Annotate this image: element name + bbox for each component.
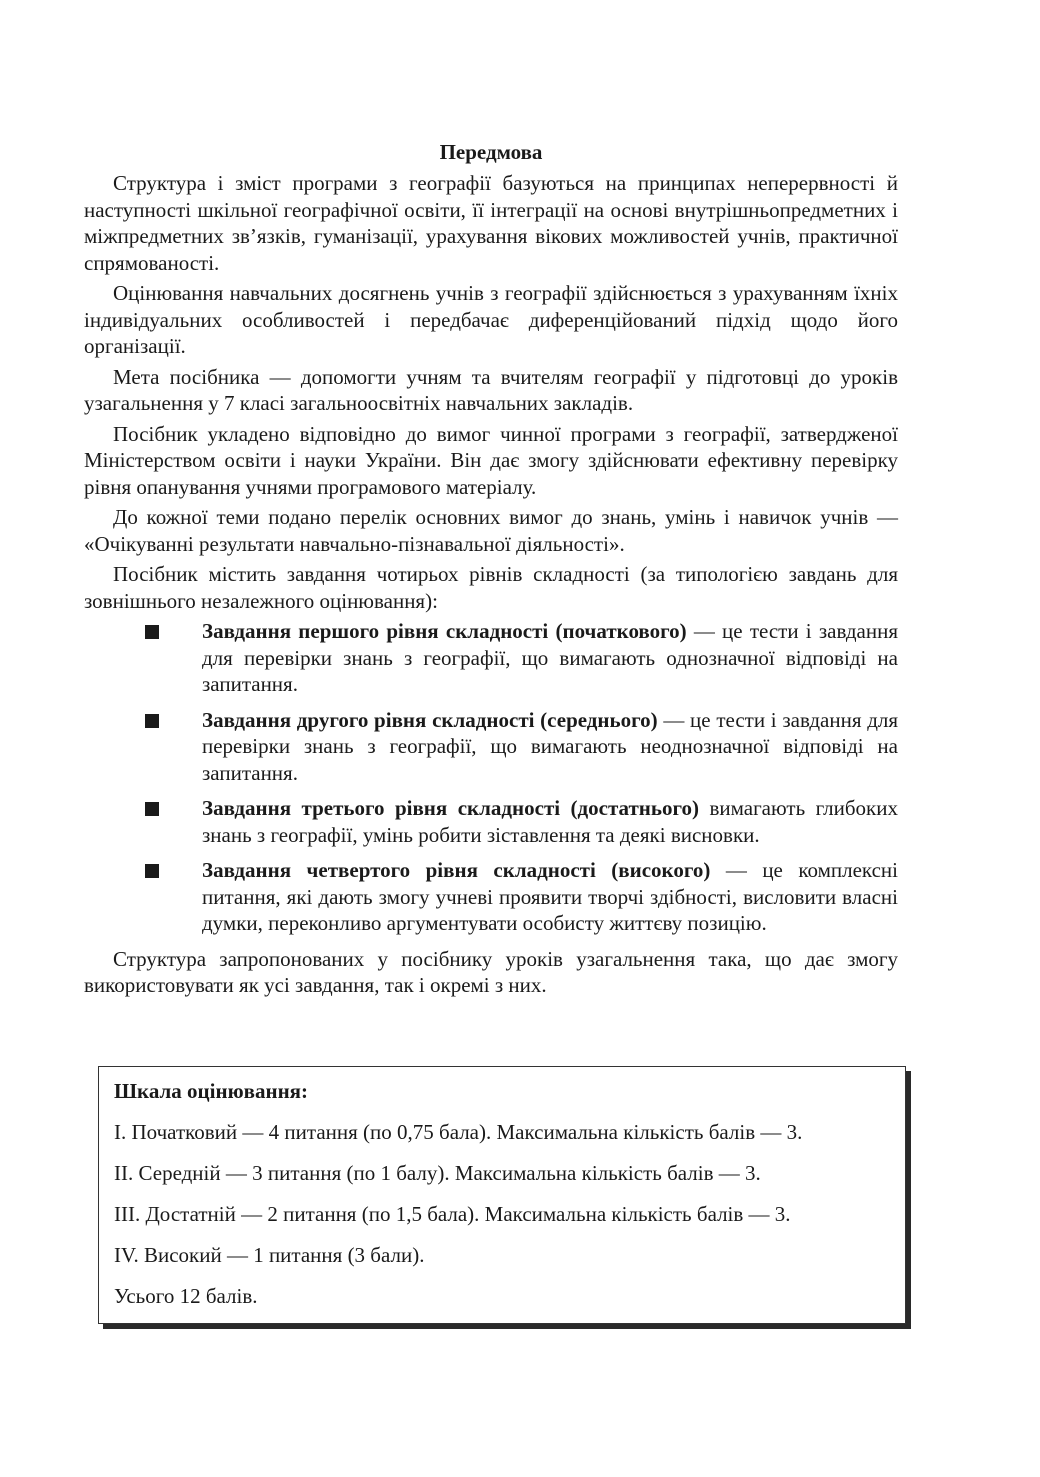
list-item-level-3 (84, 795, 898, 848)
paragraph-assessment: Оцінювання навчальних досягнень учнів з географії здійснюється з урахуванням їхніх індивідуальних особливостей і передбачає диференційований підхід щодо його організації. (84, 281, 898, 358)
level-2-text: — це тести і завдання для перевірки знань з географії, що вимагають неоднозначної відповіді на запитання. (202, 707, 899, 785)
level-3-heading: Завдання третього рівня складності (достатнього) (202, 796, 700, 820)
page-title: Передмова (439, 140, 543, 164)
paragraph-requirements: До кожної теми подано перелік основних вимог до знань, умінь і навичок учнів — «Очікуванні результати навчально-пізнавальної діяльності». (84, 505, 898, 556)
level-3-text: вимагають глибоких знань з географії, умінь робити зіставлення та деякі висновки. (202, 796, 898, 847)
grading-scale-title: Шкала оцінювання: (114, 1079, 309, 1103)
square-bullet-icon (145, 864, 159, 878)
list-item-level-2 (84, 707, 898, 787)
paragraph-program: Посібник укладено відповідно до вимог чинної програми з географії, затвердженої Міністерством освіти і науки України. Він дає змогу здійснювати ефективну перевірку рівня опанування учнями програмового матеріалу. (84, 421, 898, 499)
level-4-heading: Завдання четвертого рівня складності (високого) (202, 858, 711, 882)
paragraph-structure: Структура і зміст програми з географії базуються на принципах неперервності й наступності шкільної географічної освіти, її інтеграції на основі внутрішньопредметних і міжпредметних зв’язків, гуманізації, урахування вікових можливостей учнів, практичної спрямованості. (84, 171, 898, 275)
square-bullet-icon (145, 625, 159, 639)
square-bullet-icon (145, 802, 159, 816)
square-bullet-icon (145, 714, 159, 728)
paragraph-closing: Структура запропонованих у посібнику уроків узагальнення така, що дає змогу використовувати як усі завдання, так і окремі з них. (84, 946, 898, 997)
grading-scale-total: Усього 12 балів. (114, 1284, 258, 1308)
paragraph-levels-intro: Посібник містить завдання чотирьох рівнів складності (за типологією завдань для зовнішнього незалежного оцінювання): (84, 562, 898, 613)
list-item-level-4 (84, 857, 898, 937)
grading-scale-line-medium: ІІ. Середній — 3 питання (по 1 балу). Максимальна кількість балів — 3. (114, 1161, 761, 1185)
grading-scale-box (98, 1066, 906, 1324)
grading-scale-line-initial: І. Початковий — 4 питання (по 0,75 бала). Максимальна кількість балів — 3. (114, 1120, 803, 1144)
level-2-heading: Завдання другого рівня складності (середнього) (202, 707, 658, 732)
grading-scale-line-sufficient: ІІІ. Достатній — 2 питання (по 1,5 бала). Максимальна кількість балів — 3. (114, 1202, 791, 1226)
level-4-text: — це комплексні питання, які дають змогу учневі проявити творчі здібності, вислoвити власні думки, переконливо аргументувати особисту життєву позицію. (202, 858, 898, 935)
grading-scale-line-high: ІV. Високий — 1 питання (3 бали). (114, 1243, 425, 1267)
level-1-heading: Завдання першого рівня складності (початкового) (202, 619, 687, 643)
list-item-level-1 (84, 618, 898, 698)
paragraph-goal: Мета посібника — допомогти учням та вчителям географії у підготовці до уроків узагальнення у 7 класі загальноосвітніх навчальних закладів. (84, 364, 898, 415)
preface-page (84, 138, 898, 1003)
level-1-text: — це тести і завдання для перевірки знань з географії, що вимагають однозначної відповіді на запитання. (202, 619, 898, 696)
levels-list (84, 618, 898, 937)
